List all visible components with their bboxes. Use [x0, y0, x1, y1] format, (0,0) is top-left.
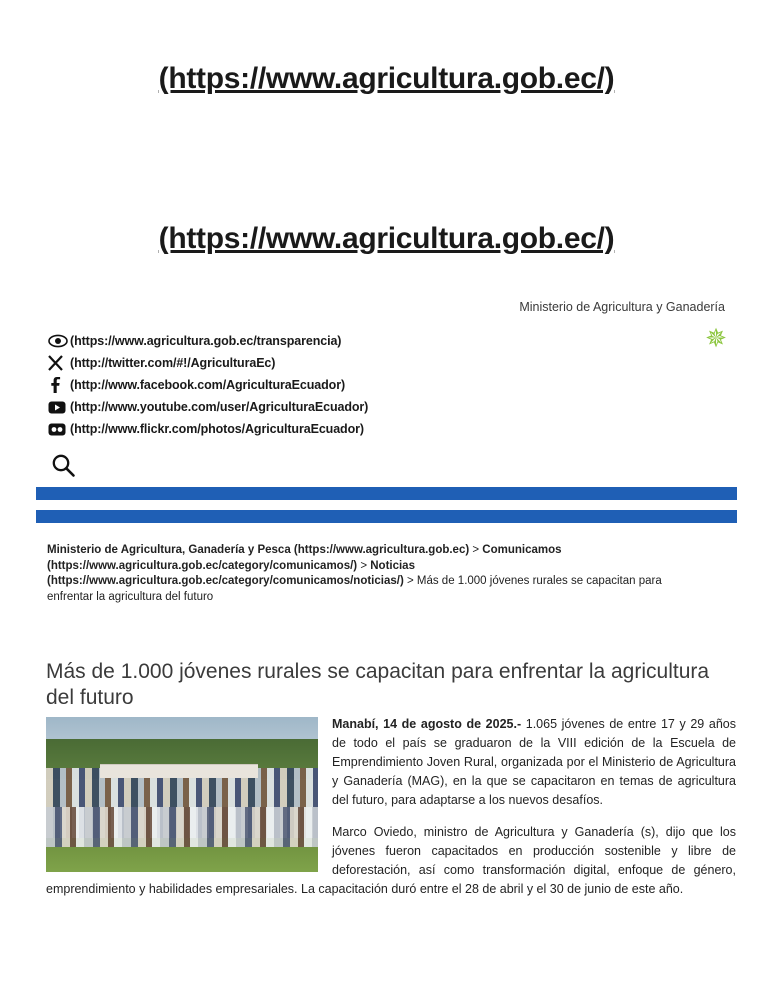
- breadcrumb: [47, 543, 707, 605]
- article-dateline: Manabí, 14 de agosto de 2025.-: [332, 717, 522, 731]
- ministry-label: Ministerio de Agricultura y Ganadería: [519, 300, 725, 314]
- asterisk-logo-icon: ✵: [705, 323, 727, 353]
- site-home-link-top[interactable]: (https://www.agricultura.gob.ec/): [158, 62, 615, 95]
- decorative-bar-top: [36, 487, 737, 500]
- breadcrumb-item-home[interactable]: Ministerio de Agricultura, Ganadería y Pesca (https://www.agricultura.gob.ec): [47, 544, 470, 556]
- flickr-icon: [48, 419, 70, 439]
- youtube-icon: [48, 397, 70, 417]
- page-title: Más de 1.000 jóvenes rurales se capacitan para enfrentar la agricultura del futuro: [46, 660, 710, 710]
- social-link-label: (http://www.facebook.com/AgriculturaEcuador): [70, 378, 346, 392]
- eye-icon: [48, 331, 70, 351]
- social-link-facebook[interactable]: [48, 374, 648, 396]
- social-link-twitter[interactable]: [48, 352, 648, 374]
- search-icon[interactable]: [50, 452, 76, 478]
- social-link-label: (http://www.youtube.com/user/AgriculturaEcuador): [70, 400, 369, 414]
- social-link-youtube[interactable]: [48, 396, 648, 418]
- social-link-label: (http://www.flickr.com/photos/AgriculturaEcuador): [70, 422, 364, 436]
- social-link-flickr[interactable]: [48, 418, 648, 440]
- decorative-bar-bottom: [36, 510, 737, 523]
- breadcrumb-separator: >: [403, 575, 417, 587]
- article-paragraph-2: Marco Oviedo, ministro de Agricultura y Ganadería (s), dijo que los jóvenes fueron capacitados en producción sostenible y libre de deforestación, así como transformación digital, enfoque de género, emprendimiento y habilidades empresariales. La capacitación duró entre el 28 de abril y el 30 de junio de este año.: [46, 825, 736, 896]
- site-home-link-secondary[interactable]: (https://www.agricultura.gob.ec/): [158, 222, 615, 255]
- breadcrumb-item-comunicamos[interactable]: Comunicamos (https://www.agricultura.gob.ec/category/comunicamos/): [47, 544, 562, 572]
- breadcrumb-item-current: Más de 1.000 jóvenes rurales se capacitan para enfrentar la agricultura del futuro: [47, 575, 662, 603]
- social-links-list: [48, 330, 648, 440]
- breadcrumb-separator: >: [469, 544, 483, 556]
- x-twitter-icon: [48, 353, 70, 373]
- breadcrumb-separator: >: [357, 559, 371, 572]
- article-body: [46, 715, 736, 912]
- breadcrumb-item-noticias[interactable]: Noticias (https://www.agricultura.gob.ec/category/comunicamos/noticias/): [47, 559, 415, 587]
- social-link-transparencia[interactable]: [48, 330, 648, 352]
- social-link-label: (http://twitter.com/#!/AgriculturaEc): [70, 356, 276, 370]
- article-image: [46, 717, 318, 872]
- facebook-icon: [48, 375, 70, 395]
- article-paragraph-1-text: 1.065 jóvenes de entre 17 y 29 años de todo el país se graduaron de la VIII edición de la Escuela de Emprendimiento Joven Rural, organizada por el Ministerio de Agricultura y Ganadería (MAG), en la que se capacitaron en temas de agricultura del futuro, para adaptarse a los nuevos desafíos.: [332, 717, 736, 807]
- social-link-label: (https://www.agricultura.gob.ec/transparencia): [70, 334, 342, 348]
